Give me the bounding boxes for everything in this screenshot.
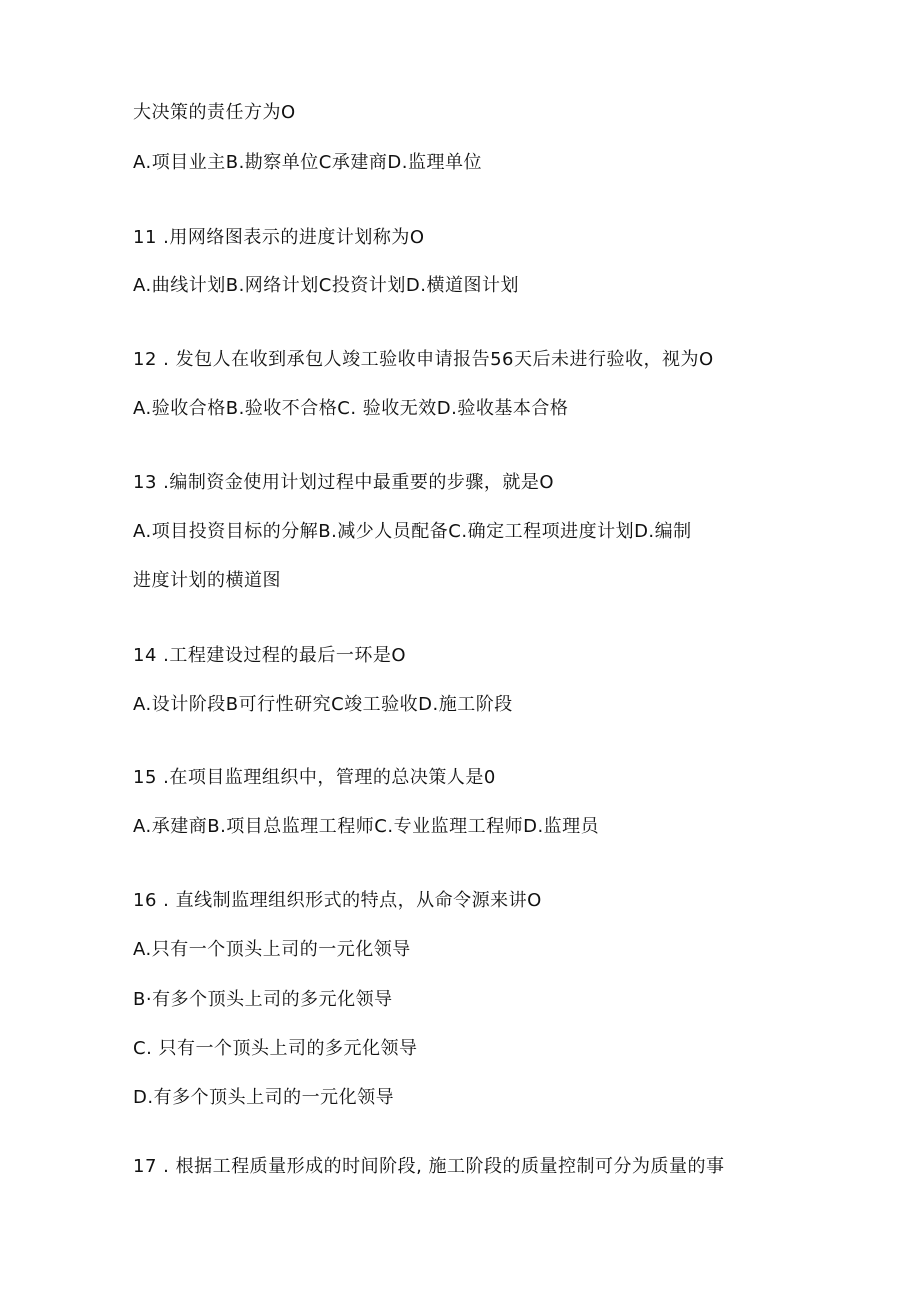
question-16-option-d: D.有多个顶头上司的一元化领导	[133, 1087, 395, 1108]
question-16-option-a: A.只有一个顶头上司的一元化领导	[133, 939, 411, 960]
question-12-stem: 12 . 发包人在收到承包人竣工验收申请报告56天后未进行验收，视为O	[133, 349, 714, 370]
question-14-options: A.设计阶段B可行性研究C竣工验收D.施工阶段	[133, 694, 513, 715]
question-16-option-c: C. 只有一个顶头上司的多元化领导	[133, 1038, 418, 1059]
question-13-options: A.项目投资目标的分解B.减少人员配备C.确定工程项进度计划D.编制	[133, 521, 692, 542]
question-13-stem: 13 .编制资金使用计划过程中最重要的步骤，就是O	[133, 472, 555, 493]
question-11-stem: 11 .用网络图表示的进度计划称为O	[133, 227, 425, 248]
question-10-options: A.项目业主B.勘察单位C承建商D.监理单位	[133, 152, 482, 173]
question-10-continuation: 大决策的责任方为O	[133, 102, 296, 123]
question-13-options-continuation: 进度计划的横道图	[133, 570, 281, 591]
question-15-options: A.承建商B.项目总监理工程师C.专业监理工程师D.监理员	[133, 816, 600, 837]
question-16-option-b: B·有多个顶头上司的多元化领导	[133, 989, 393, 1010]
question-16-stem: 16 . 直线制监理组织形式的特点，从命令源来讲O	[133, 890, 542, 911]
question-14-stem: 14 .工程建设过程的最后一环是O	[133, 645, 407, 666]
question-15-stem: 15 .在项目监理组织中，管理的总决策人是0	[133, 767, 496, 788]
question-12-options: A.验收合格B.验收不合格C. 验收无效D.验收基本合格	[133, 398, 569, 419]
question-11-options: A.曲线计划B.网络计划C投资计划D.横道图计划	[133, 275, 519, 296]
question-17-stem: 17 . 根据工程质量形成的时间阶段, 施工阶段的质量控制可分为质量的事	[133, 1156, 725, 1177]
